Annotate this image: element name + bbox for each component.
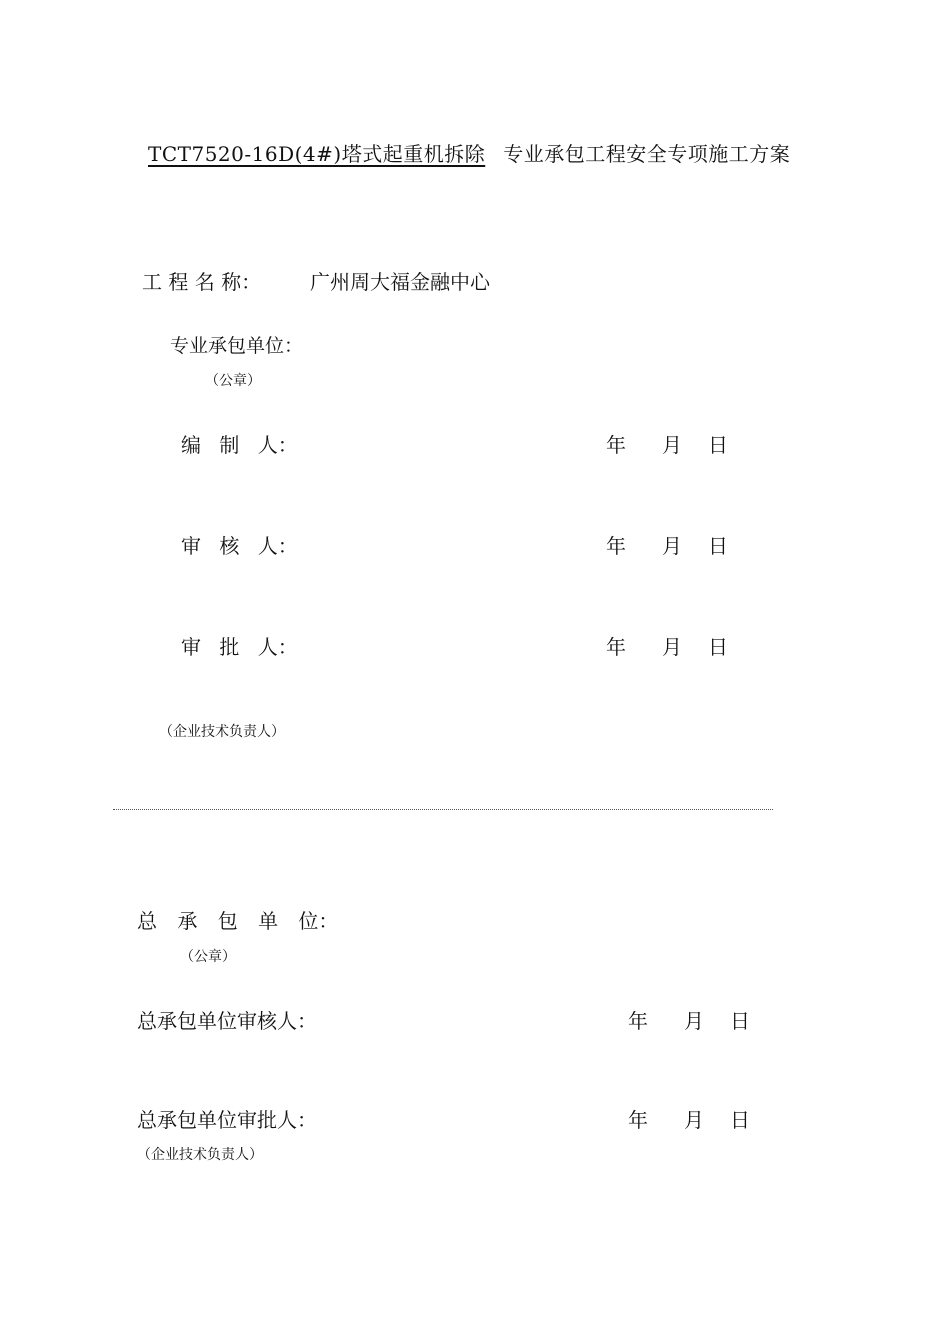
approver-date — [606, 631, 728, 660]
project-name-label: 工 程 名 称： — [142, 270, 262, 294]
date-month: 月 — [662, 635, 682, 659]
date-day: 日 — [708, 433, 728, 457]
general-approver-note: （企业技术负责人） — [137, 1147, 263, 1163]
approver-label: 审 批 人： — [181, 635, 298, 659]
date-day: 日 — [708, 534, 728, 558]
specialty-contractor-seal: （公章） — [205, 373, 261, 389]
date-year: 年 — [606, 534, 626, 558]
date-month: 月 — [684, 1009, 704, 1033]
general-reviewer-label: 总承包单位审核人： — [137, 1009, 317, 1033]
date-month: 月 — [662, 534, 682, 558]
date-year: 年 — [628, 1009, 648, 1033]
project-name-value: 广州周大福金融中心 — [310, 270, 490, 294]
date-day: 日 — [708, 635, 728, 659]
date-year: 年 — [606, 433, 626, 457]
date-day: 日 — [730, 1108, 750, 1132]
title-plan-name: 专业承包工程安全专项施工方案 — [503, 142, 791, 166]
specialty-contractor-label: 专业承包单位： — [170, 335, 304, 357]
general-contractor-label: 总 承 包 单 位： — [137, 909, 339, 933]
approver-note: （企业技术负责人） — [159, 724, 285, 740]
dotted-divider — [113, 809, 773, 810]
general-approver-date — [628, 1104, 750, 1133]
reviewer-date — [606, 530, 728, 559]
date-day: 日 — [730, 1009, 750, 1033]
reviewer-label: 审 核 人： — [181, 534, 298, 558]
general-approver-label: 总承包单位审批人： — [137, 1108, 317, 1132]
general-reviewer-date — [628, 1005, 750, 1034]
compiler-date — [606, 429, 728, 458]
date-month: 月 — [684, 1108, 704, 1132]
general-contractor-seal: （公章） — [180, 949, 236, 965]
document-title — [140, 138, 790, 167]
date-year: 年 — [606, 635, 626, 659]
date-year: 年 — [628, 1108, 648, 1132]
date-month: 月 — [662, 433, 682, 457]
compiler-label: 编 制 人： — [181, 433, 298, 457]
title-project-name: TCT7520-16D(4#)塔式起重机拆除 — [148, 142, 486, 166]
